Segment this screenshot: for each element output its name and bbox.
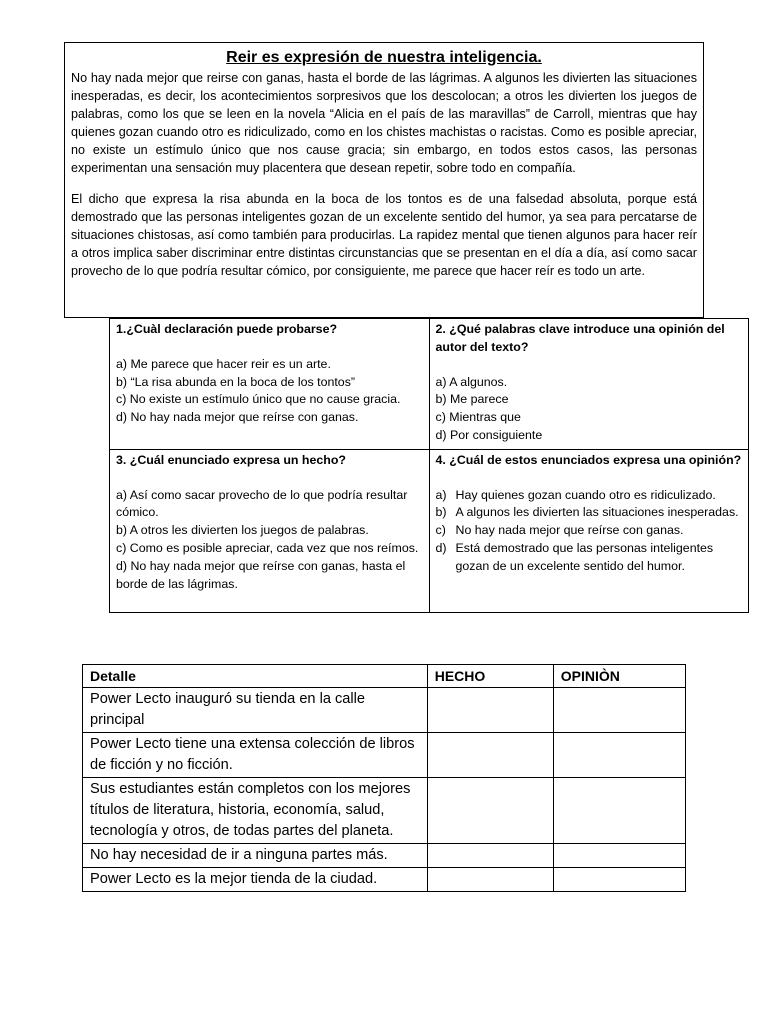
option-label: b) <box>435 505 447 520</box>
hecho-cell[interactable] <box>427 868 553 892</box>
opinion-cell[interactable] <box>553 778 685 844</box>
question-2-title: 2. ¿Qué palabras clave introduce una opinión del autor del texto? <box>435 322 725 354</box>
hecho-cell[interactable] <box>427 733 553 778</box>
question-2-option-d: d) Por consiguiente <box>435 427 543 442</box>
question-3 <box>110 449 430 612</box>
option-label: d) <box>435 540 447 555</box>
opinion-cell[interactable] <box>553 844 685 868</box>
question-4-option-c <box>436 522 743 540</box>
question-4-option-a <box>436 487 743 505</box>
question-4 <box>429 449 749 612</box>
question-1-option-d: d) No hay nada mejor que reírse con ganas. <box>116 410 359 425</box>
question-1 <box>110 319 430 450</box>
question-4-option-b <box>436 504 743 522</box>
detail-cell: Power Lecto inauguró su tienda en la calle principal <box>83 688 428 733</box>
question-1-option-c: c) No existe un estímulo único que no cause gracia. <box>116 392 401 407</box>
question-3-option-a: a) Así como sacar provecho de lo que podría resultar cómico. <box>116 487 408 520</box>
hecho-cell[interactable] <box>427 688 553 733</box>
question-2 <box>429 319 749 450</box>
question-3-option-d: d) No hay nada mejor que reírse con ganas, hasta el borde de las lágrimas. <box>116 558 406 591</box>
opinion-cell[interactable] <box>553 733 685 778</box>
option-label: a) <box>435 487 447 502</box>
question-3-title: 3. ¿Cuál enunciado expresa un hecho? <box>116 452 346 467</box>
question-4-options <box>436 487 743 576</box>
question-1-option-a: a) Me parece que hacer reir es un arte. <box>116 356 331 371</box>
option-text: No hay nada mejor que reírse con ganas. <box>455 523 684 538</box>
question-2-option-a: a) A algunos. <box>435 374 508 389</box>
table-row <box>83 688 686 733</box>
questions-table <box>109 318 749 613</box>
table-row <box>83 778 686 844</box>
option-label: c) <box>435 523 446 538</box>
question-4-option-d <box>436 540 743 576</box>
option-text: Hay quienes gozan cuando otro es ridiculizado. <box>455 487 716 502</box>
detail-cell: Power Lecto tiene una extensa colección de libros de ficción y no ficción. <box>83 733 428 778</box>
table-row <box>83 844 686 868</box>
detail-cell: No hay necesidad de ir a ninguna partes más. <box>83 844 428 868</box>
question-2-option-c: c) Mientras que <box>435 410 521 425</box>
header-hecho: HECHO <box>427 665 553 688</box>
opinion-cell[interactable] <box>553 868 685 892</box>
question-2-option-b: b) Me parece <box>435 392 509 407</box>
header-detalle: Detalle <box>83 665 428 688</box>
opinion-cell[interactable] <box>553 688 685 733</box>
question-4-title: 4. ¿Cuál de estos enunciados expresa una opinión? <box>435 452 742 467</box>
table-row <box>83 733 686 778</box>
fact-opinion-table <box>82 664 686 892</box>
option-text: A algunos les divierten las situaciones inesperadas. <box>455 505 739 520</box>
hecho-cell[interactable] <box>427 844 553 868</box>
question-3-option-b: b) A otros les divierten los juegos de palabras. <box>116 523 369 538</box>
option-text: Está demostrado que las personas inteligentes gozan de un excelente sentido del humor. <box>455 540 714 573</box>
passage-paragraph-1: No hay nada mejor que reirse con ganas, hasta el borde de las lágrimas. A algunos les divierten las situaciones inesperadas, es decir, los acontecimientos sorpresivos que los descolocan; a otros les divierten los juegos de palabras, como los que se leen en la novela “Alicia en el país de las maravillas” de Carroll, mientras que hay quienes gozan cuando otro es ridiculizado, como en los chistes machistas o racistas. Como es posible apreciar, no existe un estímulo único que nos cause gracia; sin embargo, en todos estos casos, las personas experimentan una sensación muy placentera que desean repetir, sobre todo en compañía. <box>71 71 697 175</box>
passage-paragraph-2: El dicho que expresa la risa abunda en la boca de los tontos es de una falsedad absoluta, porque está demostrado que las personas inteligentes gozan de un excelente sentido del humor, ya sea para percatarse de situaciones chistosas, así como también para producirlas. La rapidez mental que tienen algunos para hacer reír a otros implica saber discriminar entre distintas circunstancias que se presentan en el día a día, así como sacar provecho de lo que podría resultar cómico, por consiguiente, me parece que hacer reír es todo un arte. <box>71 192 697 278</box>
question-3-option-c: c) Como es posible apreciar, cada vez que nos reímos. <box>116 540 419 555</box>
header-opinion: OPINIÒN <box>553 665 685 688</box>
passage-title: Reir es expresión de nuestra inteligencia. <box>226 49 542 66</box>
reading-passage <box>64 42 704 318</box>
question-1-title: 1.¿Cuàl declaración puede probarse? <box>116 322 338 336</box>
detail-cell: Power Lecto es la mejor tienda de la ciudad. <box>83 868 428 892</box>
table-row <box>83 868 686 892</box>
table-header-row <box>83 665 686 688</box>
detail-cell: Sus estudiantes están completos con los mejores títulos de literatura, historia, economía, salud, tecnología y otros, de todas partes del planeta. <box>83 778 428 844</box>
question-1-option-b: b) “La risa abunda en la boca de los tontos” <box>116 374 356 389</box>
hecho-cell[interactable] <box>427 778 553 844</box>
